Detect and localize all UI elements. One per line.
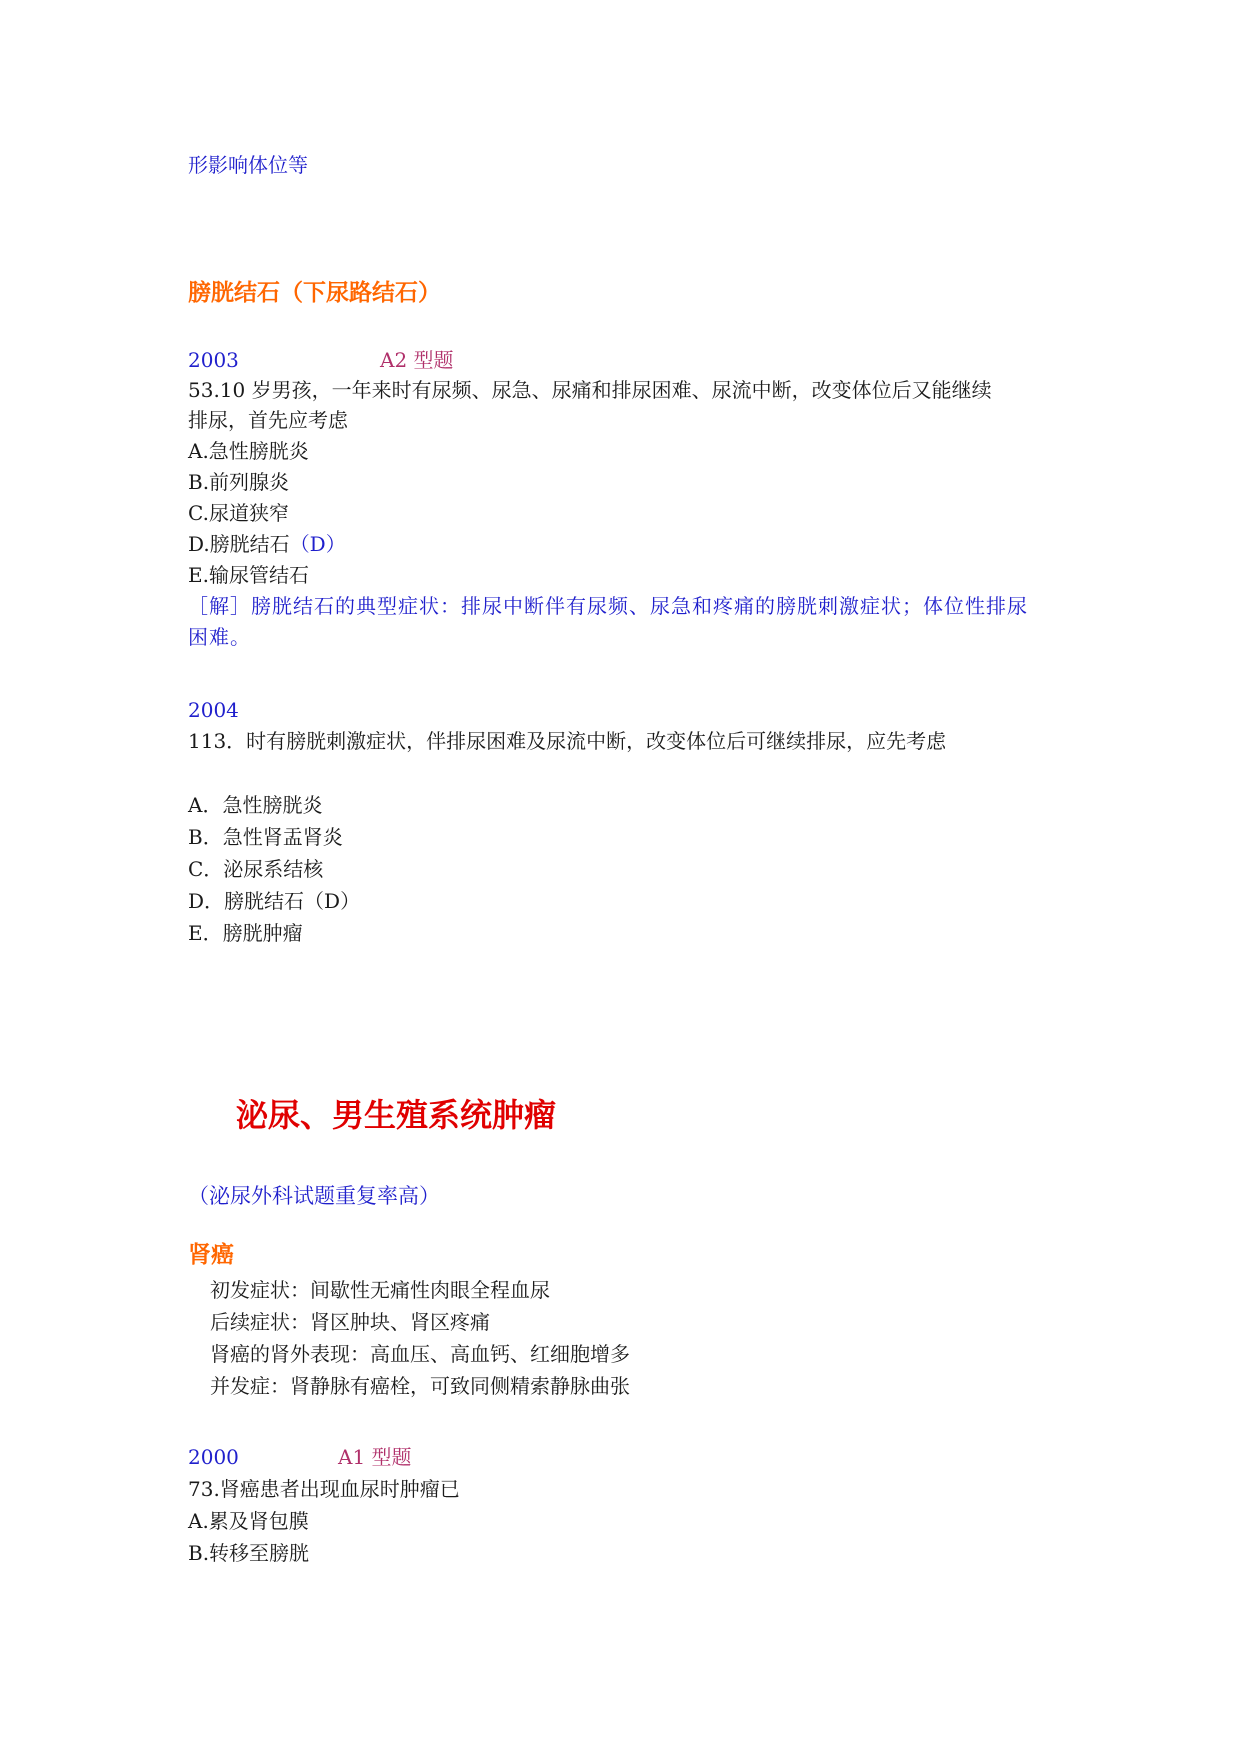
explanation-line: 困难。 <box>188 625 251 649</box>
option-a: A．急性膀胱炎 <box>188 793 323 817</box>
option-b: B.前列腺炎 <box>188 470 290 494</box>
option-b: B.转移至膀胱 <box>188 1541 310 1565</box>
question-year: 2004 <box>188 698 239 722</box>
option-a: A.累及肾包膜 <box>188 1509 309 1533</box>
option-b: B．急性肾盂肾炎 <box>188 825 343 849</box>
option-d: D．膀胱结石（D） <box>188 889 361 913</box>
kidney-note: 并发症：肾静脉有癌栓，可致同侧精索静脉曲张 <box>210 1374 630 1398</box>
question-stem: 73.肾癌患者出现血尿时肿瘤已 <box>188 1477 460 1501</box>
question-type: A2 型题 <box>380 348 454 372</box>
kidney-cancer-title: 肾癌 <box>188 1242 234 1268</box>
option-a: A.急性膀胱炎 <box>188 439 309 463</box>
question-type: A1 型题 <box>338 1445 412 1469</box>
option-c: C.尿道狭窄 <box>188 501 289 525</box>
question-year: 2003 <box>188 348 239 372</box>
kidney-note: 肾癌的肾外表现：高血压、高血钙、红细胞增多 <box>210 1342 630 1366</box>
option-d-text: D.膀胱结石 <box>188 532 290 556</box>
kidney-note: 后续症状：肾区肿块、肾区疼痛 <box>210 1310 490 1334</box>
question-stem: 113．时有膀胱刺激症状，伴排尿困难及尿流中断，改变体位后可继续排尿，应先考虑 <box>188 729 947 753</box>
kidney-note: 初发症状：间歇性无痛性肉眼全程血尿 <box>210 1278 550 1302</box>
section-title-tumors: 泌尿、男生殖系统肿瘤 <box>236 1096 557 1134</box>
question-year: 2000 <box>188 1445 239 1469</box>
question-stem-line: 排尿，首先应考虑 <box>188 408 348 432</box>
answer-mark: （D） <box>289 532 346 556</box>
option-c: C．泌尿系结核 <box>188 857 324 881</box>
option-e: E.输尿管结石 <box>188 563 309 587</box>
section-subtitle: （泌尿外科试题重复率高） <box>188 1184 440 1208</box>
option-e: E．膀胱肿瘤 <box>188 921 303 945</box>
explanation-line: ［解］膀胱结石的典型症状：排尿中断伴有尿频、尿急和疼痛的膀胱刺激症状；体位性排尿 <box>188 594 1028 618</box>
option-d <box>188 531 346 557</box>
question-stem-line: 53.10 岁男孩，一年来时有尿频、尿急、尿痛和排尿困难、尿流中断，改变体位后又能继续 <box>188 378 992 402</box>
continued-text-fragment: 形影响体位等 <box>188 153 308 177</box>
section-title-bladder-stone: 膀胱结石（下尿路结石） <box>188 280 441 306</box>
